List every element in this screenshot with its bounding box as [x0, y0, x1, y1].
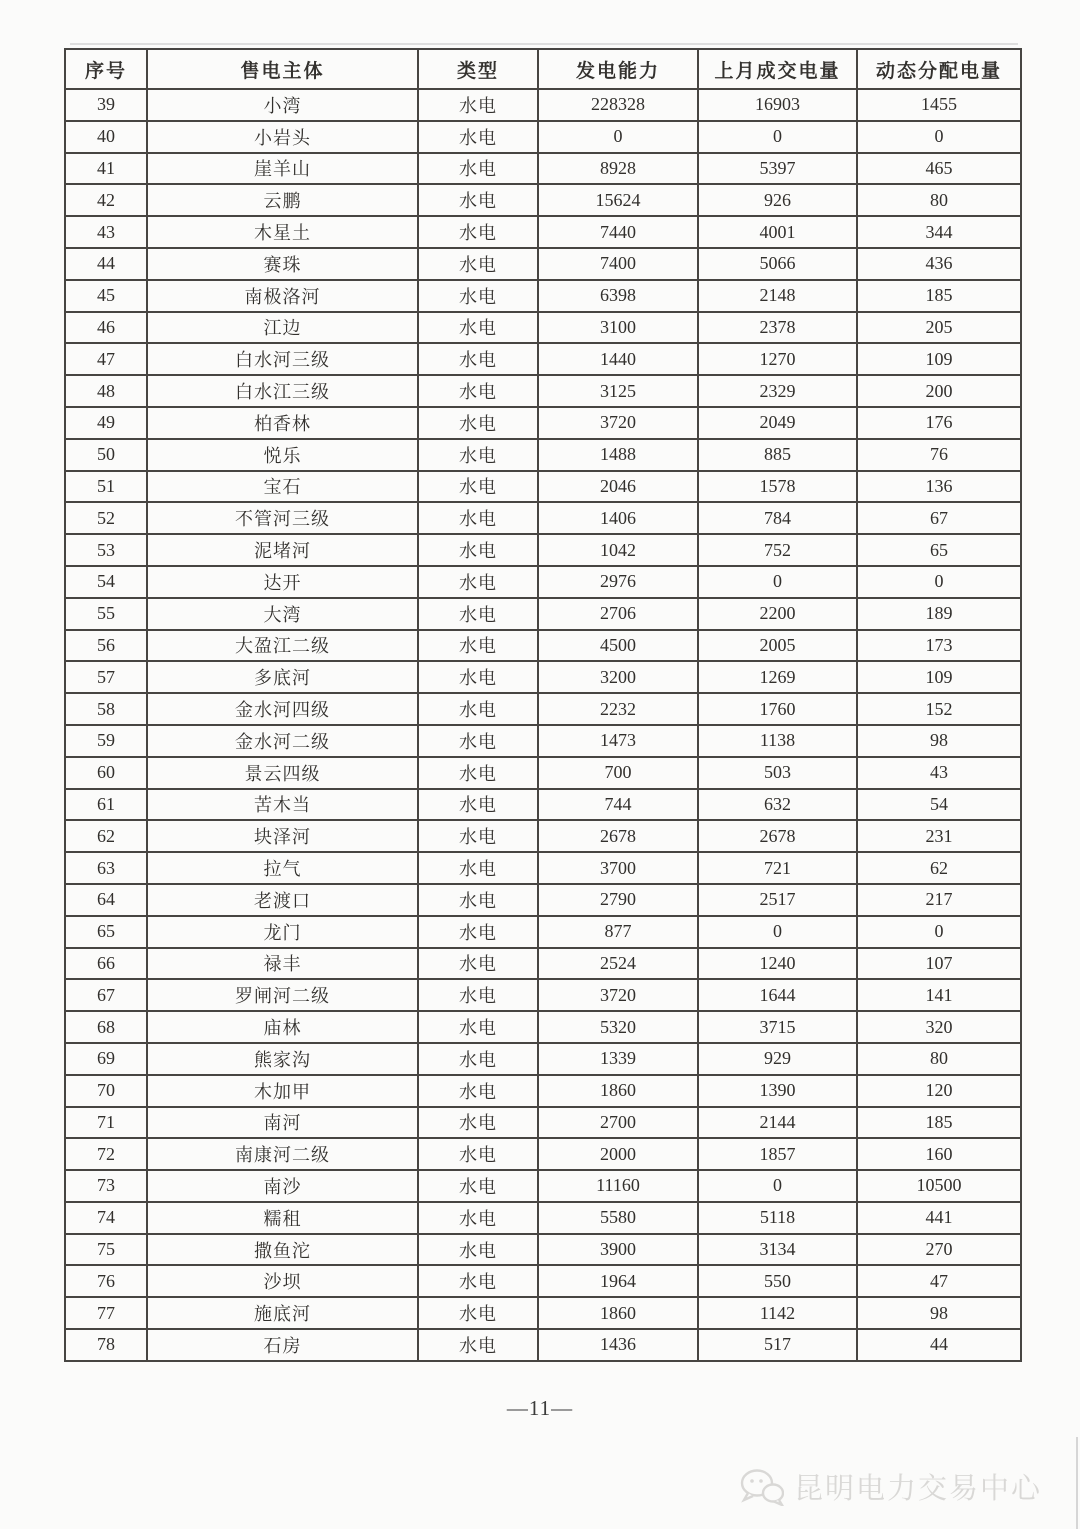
table-cell: 水电 [418, 661, 538, 693]
table-cell: 109 [857, 661, 1021, 693]
table-cell: 2790 [538, 884, 698, 916]
table-cell: 水电 [418, 1265, 538, 1297]
table-cell: 517 [698, 1329, 857, 1361]
table-cell: 270 [857, 1234, 1021, 1266]
table-cell: 55 [65, 598, 147, 630]
table-cell: 水电 [418, 789, 538, 821]
table-cell: 宝石 [147, 471, 418, 503]
table-row [65, 89, 1021, 121]
table-cell: 44 [857, 1329, 1021, 1361]
table-cell: 50 [65, 439, 147, 471]
table-row [65, 502, 1021, 534]
table-cell: 1857 [698, 1138, 857, 1170]
table-cell: 7440 [538, 216, 698, 248]
table-cell: 65 [65, 916, 147, 948]
table-cell: 160 [857, 1138, 1021, 1170]
table-cell: 5397 [698, 153, 857, 185]
table-cell: 水电 [418, 312, 538, 344]
table-cell: 58 [65, 693, 147, 725]
table-cell: 1578 [698, 471, 857, 503]
table-row [65, 1138, 1021, 1170]
table-cell: 436 [857, 248, 1021, 280]
table-cell: 54 [857, 789, 1021, 821]
table-cell: 南沙 [147, 1170, 418, 1202]
table-cell: 1339 [538, 1043, 698, 1075]
table-cell: 231 [857, 820, 1021, 852]
table-cell: 水电 [418, 121, 538, 153]
table-cell: 76 [65, 1265, 147, 1297]
table-cell: 3720 [538, 979, 698, 1011]
table-cell: 水电 [418, 948, 538, 980]
table-cell: 16903 [698, 89, 857, 121]
table-row [65, 1234, 1021, 1266]
table-cell: 69 [65, 1043, 147, 1075]
table-cell: 200 [857, 375, 1021, 407]
col-header-type: 类型 [418, 49, 538, 89]
power-allocation-table [64, 48, 1022, 1362]
table-cell: 1455 [857, 89, 1021, 121]
table-cell: 11160 [538, 1170, 698, 1202]
table-cell: 不管河三级 [147, 502, 418, 534]
table-cell: 189 [857, 598, 1021, 630]
table-row [65, 1297, 1021, 1329]
table-cell: 5118 [698, 1202, 857, 1234]
table-cell: 景云四级 [147, 757, 418, 789]
table-row [65, 1202, 1021, 1234]
table-cell: 2200 [698, 598, 857, 630]
table-cell: 江边 [147, 312, 418, 344]
table-cell: 98 [857, 1297, 1021, 1329]
table-cell: 98 [857, 725, 1021, 757]
table-cell: 水电 [418, 820, 538, 852]
table-cell: 152 [857, 693, 1021, 725]
table-cell: 1644 [698, 979, 857, 1011]
table-row [65, 121, 1021, 153]
table-row [65, 979, 1021, 1011]
table-cell: 2148 [698, 280, 857, 312]
table-cell: 75 [65, 1234, 147, 1266]
table-cell: 1142 [698, 1297, 857, 1329]
table-cell: 金水河二级 [147, 725, 418, 757]
table-cell: 72 [65, 1138, 147, 1170]
table-cell: 4001 [698, 216, 857, 248]
table-row [65, 820, 1021, 852]
table-cell: 水电 [418, 343, 538, 375]
table-cell: 庙林 [147, 1011, 418, 1043]
table-cell: 217 [857, 884, 1021, 916]
table-cell: 185 [857, 1107, 1021, 1139]
table-cell: 136 [857, 471, 1021, 503]
col-header-capacity: 发电能力 [538, 49, 698, 89]
table-cell: 929 [698, 1043, 857, 1075]
table-cell: 水电 [418, 979, 538, 1011]
table-cell: 水电 [418, 916, 538, 948]
table-cell: 59 [65, 725, 147, 757]
table-cell: 1042 [538, 534, 698, 566]
table-cell: 水电 [418, 1297, 538, 1329]
table-cell: 苦木当 [147, 789, 418, 821]
table-cell: 水电 [418, 153, 538, 185]
table-cell: 2706 [538, 598, 698, 630]
table-row [65, 280, 1021, 312]
table-cell: 水电 [418, 1043, 538, 1075]
col-header-last-month-volume: 上月成交电量 [698, 49, 857, 89]
table-cell: 441 [857, 1202, 1021, 1234]
table-cell: 5066 [698, 248, 857, 280]
table-cell: 80 [857, 184, 1021, 216]
table-cell: 52 [65, 502, 147, 534]
scan-artifact-line [70, 43, 1018, 45]
table-cell: 2144 [698, 1107, 857, 1139]
table-cell: 1390 [698, 1075, 857, 1107]
table-cell: 大盈江二级 [147, 630, 418, 662]
table-cell: 施底河 [147, 1297, 418, 1329]
table-cell: 水电 [418, 1011, 538, 1043]
table-cell: 344 [857, 216, 1021, 248]
wechat-icon [740, 1468, 784, 1506]
table-cell: 721 [698, 852, 857, 884]
page-number: —11— [506, 1396, 574, 1420]
brand-name: 昆明电力交易中心 [793, 1473, 1042, 1505]
table-row [65, 661, 1021, 693]
table-cell: 3100 [538, 312, 698, 344]
table-cell: 2976 [538, 566, 698, 598]
table-row [65, 789, 1021, 821]
table-cell: 45 [65, 280, 147, 312]
table-cell: 水电 [418, 693, 538, 725]
table-cell: 水电 [418, 439, 538, 471]
table-cell: 2046 [538, 471, 698, 503]
table-cell: 南康河二级 [147, 1138, 418, 1170]
table-cell: 3125 [538, 375, 698, 407]
table-cell: 水电 [418, 1107, 538, 1139]
table-cell: 水电 [418, 280, 538, 312]
table-row [65, 884, 1021, 916]
table-row [65, 216, 1021, 248]
table-cell: 1760 [698, 693, 857, 725]
table-cell: 109 [857, 343, 1021, 375]
table-cell: 10500 [857, 1170, 1021, 1202]
table-cell: 1964 [538, 1265, 698, 1297]
table-cell: 龙门 [147, 916, 418, 948]
scan-artifact-edge [1076, 1437, 1078, 1529]
table-cell: 3134 [698, 1234, 857, 1266]
table-row [65, 248, 1021, 280]
table-cell: 78 [65, 1329, 147, 1361]
table-cell: 41 [65, 153, 147, 185]
table-cell: 48 [65, 375, 147, 407]
table-cell: 崖羊山 [147, 153, 418, 185]
table-cell: 水电 [418, 1138, 538, 1170]
table-row [65, 312, 1021, 344]
table-cell: 67 [65, 979, 147, 1011]
table-cell: 1406 [538, 502, 698, 534]
table-row [65, 407, 1021, 439]
table-cell: 糯租 [147, 1202, 418, 1234]
table-cell: 6398 [538, 280, 698, 312]
table-row [65, 471, 1021, 503]
table-cell: 57 [65, 661, 147, 693]
table-cell: 3700 [538, 852, 698, 884]
table-cell: 0 [698, 1170, 857, 1202]
table-cell: 悦乐 [147, 439, 418, 471]
table-cell: 4500 [538, 630, 698, 662]
table-row [65, 184, 1021, 216]
table-cell: 80 [857, 1043, 1021, 1075]
table-cell: 39 [65, 89, 147, 121]
table-cell: 1269 [698, 661, 857, 693]
table-cell: 1860 [538, 1297, 698, 1329]
table-cell: 70 [65, 1075, 147, 1107]
table-cell: 3900 [538, 1234, 698, 1266]
table-row [65, 948, 1021, 980]
table-cell: 沙坝 [147, 1265, 418, 1297]
table-cell: 1860 [538, 1075, 698, 1107]
table-cell: 700 [538, 757, 698, 789]
table-cell: 水电 [418, 725, 538, 757]
table-cell: 1473 [538, 725, 698, 757]
table-cell: 柏香林 [147, 407, 418, 439]
table-cell: 1440 [538, 343, 698, 375]
table-cell: 水电 [418, 184, 538, 216]
table-row [65, 566, 1021, 598]
table-row [65, 1265, 1021, 1297]
table-cell: 白水江三级 [147, 375, 418, 407]
table-cell: 水电 [418, 216, 538, 248]
table-cell: 1436 [538, 1329, 698, 1361]
table-row [65, 439, 1021, 471]
table-cell: 8928 [538, 153, 698, 185]
table-cell: 木加甲 [147, 1075, 418, 1107]
table-cell: 2678 [698, 820, 857, 852]
table-row [65, 1043, 1021, 1075]
table-row [65, 852, 1021, 884]
table-cell: 0 [538, 121, 698, 153]
table-cell: 67 [857, 502, 1021, 534]
table-cell: 0 [857, 121, 1021, 153]
table-cell: 赛珠 [147, 248, 418, 280]
table-cell: 46 [65, 312, 147, 344]
table-cell: 53 [65, 534, 147, 566]
table-cell: 44 [65, 248, 147, 280]
table-row [65, 1075, 1021, 1107]
table-cell: 752 [698, 534, 857, 566]
col-header-entity: 售电主体 [147, 49, 418, 89]
table-cell: 0 [698, 121, 857, 153]
table-cell: 多底河 [147, 661, 418, 693]
table-row [65, 693, 1021, 725]
table-cell: 5580 [538, 1202, 698, 1234]
table-cell: 2000 [538, 1138, 698, 1170]
table-cell: 水电 [418, 1170, 538, 1202]
table-cell: 水电 [418, 630, 538, 662]
table-cell: 水电 [418, 757, 538, 789]
table-cell: 1240 [698, 948, 857, 980]
table-cell: 块泽河 [147, 820, 418, 852]
table-cell: 62 [65, 820, 147, 852]
table-header-row [65, 49, 1021, 89]
table-cell: 水电 [418, 375, 538, 407]
table-row [65, 1011, 1021, 1043]
table-cell: 水电 [418, 248, 538, 280]
table-cell: 水电 [418, 884, 538, 916]
table-cell: 0 [698, 566, 857, 598]
table-cell: 173 [857, 630, 1021, 662]
table-cell: 877 [538, 916, 698, 948]
table-row [65, 630, 1021, 662]
table-cell: 撒鱼沱 [147, 1234, 418, 1266]
table-cell: 2678 [538, 820, 698, 852]
table-cell: 63 [65, 852, 147, 884]
table-cell: 南极洛河 [147, 280, 418, 312]
table-cell: 水电 [418, 598, 538, 630]
table-cell: 228328 [538, 89, 698, 121]
table-cell: 56 [65, 630, 147, 662]
table-cell: 2378 [698, 312, 857, 344]
table-cell: 60 [65, 757, 147, 789]
table-cell: 南河 [147, 1107, 418, 1139]
table-cell: 42 [65, 184, 147, 216]
table-cell: 74 [65, 1202, 147, 1234]
table-cell: 水电 [418, 1329, 538, 1361]
table-cell: 1270 [698, 343, 857, 375]
table-cell: 550 [698, 1265, 857, 1297]
table-cell: 0 [857, 566, 1021, 598]
table-cell: 3200 [538, 661, 698, 693]
table-cell: 水电 [418, 1202, 538, 1234]
table-row [65, 598, 1021, 630]
table-cell: 0 [698, 916, 857, 948]
table-cell: 禄丰 [147, 948, 418, 980]
table-row [65, 1107, 1021, 1139]
table-cell: 66 [65, 948, 147, 980]
table-row [65, 153, 1021, 185]
table-cell: 水电 [418, 471, 538, 503]
table-row [65, 534, 1021, 566]
table-cell: 65 [857, 534, 1021, 566]
table-cell: 熊家沟 [147, 1043, 418, 1075]
table-row [65, 1170, 1021, 1202]
table-cell: 水电 [418, 566, 538, 598]
table-cell: 176 [857, 407, 1021, 439]
table-cell: 2329 [698, 375, 857, 407]
table-cell: 3715 [698, 1011, 857, 1043]
table-cell: 罗闸河二级 [147, 979, 418, 1011]
table-cell: 2005 [698, 630, 857, 662]
table-cell: 47 [65, 343, 147, 375]
table-cell: 68 [65, 1011, 147, 1043]
table-cell: 465 [857, 153, 1021, 185]
table-cell: 拉气 [147, 852, 418, 884]
table-cell: 老渡口 [147, 884, 418, 916]
table-cell: 达开 [147, 566, 418, 598]
table-row [65, 916, 1021, 948]
table-cell: 62 [857, 852, 1021, 884]
table-cell: 744 [538, 789, 698, 821]
table-cell: 石房 [147, 1329, 418, 1361]
table-cell: 926 [698, 184, 857, 216]
table-cell: 15624 [538, 184, 698, 216]
table-cell: 2517 [698, 884, 857, 916]
table-cell: 水电 [418, 89, 538, 121]
table-row [65, 375, 1021, 407]
table-cell: 40 [65, 121, 147, 153]
table-cell: 白水河三级 [147, 343, 418, 375]
table-cell: 大湾 [147, 598, 418, 630]
brand-watermark [740, 1466, 1042, 1507]
table-cell: 784 [698, 502, 857, 534]
table-cell: 2524 [538, 948, 698, 980]
table-cell: 1488 [538, 439, 698, 471]
table-cell: 47 [857, 1265, 1021, 1297]
table-cell: 73 [65, 1170, 147, 1202]
table-row [65, 725, 1021, 757]
table-cell: 1138 [698, 725, 857, 757]
table-cell: 77 [65, 1297, 147, 1329]
table-cell: 64 [65, 884, 147, 916]
table-cell: 320 [857, 1011, 1021, 1043]
table-cell: 885 [698, 439, 857, 471]
table-cell: 76 [857, 439, 1021, 471]
table-cell: 503 [698, 757, 857, 789]
table-cell: 3720 [538, 407, 698, 439]
table-cell: 泥堵河 [147, 534, 418, 566]
table-cell: 632 [698, 789, 857, 821]
table-cell: 2049 [698, 407, 857, 439]
table-cell: 2700 [538, 1107, 698, 1139]
table-cell: 水电 [418, 852, 538, 884]
table-cell: 205 [857, 312, 1021, 344]
table-cell: 43 [65, 216, 147, 248]
table-cell: 54 [65, 566, 147, 598]
table-cell: 水电 [418, 407, 538, 439]
table-cell: 水电 [418, 534, 538, 566]
table-cell: 水电 [418, 502, 538, 534]
table-cell: 小湾 [147, 89, 418, 121]
table-cell: 木星土 [147, 216, 418, 248]
table-cell: 107 [857, 948, 1021, 980]
table-cell: 水电 [418, 1234, 538, 1266]
table-cell: 43 [857, 757, 1021, 789]
table-cell: 金水河四级 [147, 693, 418, 725]
table-cell: 61 [65, 789, 147, 821]
col-header-dynamic-allocation: 动态分配电量 [857, 49, 1021, 89]
table-cell: 7400 [538, 248, 698, 280]
table-cell: 2232 [538, 693, 698, 725]
table-row [65, 343, 1021, 375]
table-cell: 5320 [538, 1011, 698, 1043]
table-cell: 141 [857, 979, 1021, 1011]
table-cell: 185 [857, 280, 1021, 312]
table-cell: 云鹏 [147, 184, 418, 216]
table-cell: 49 [65, 407, 147, 439]
table-cell: 71 [65, 1107, 147, 1139]
table-row [65, 757, 1021, 789]
col-header-seq: 序号 [65, 49, 147, 89]
table-cell: 小岩头 [147, 121, 418, 153]
table-cell: 水电 [418, 1075, 538, 1107]
table-row [65, 1329, 1021, 1361]
table-cell: 0 [857, 916, 1021, 948]
table-cell: 51 [65, 471, 147, 503]
table-cell: 120 [857, 1075, 1021, 1107]
